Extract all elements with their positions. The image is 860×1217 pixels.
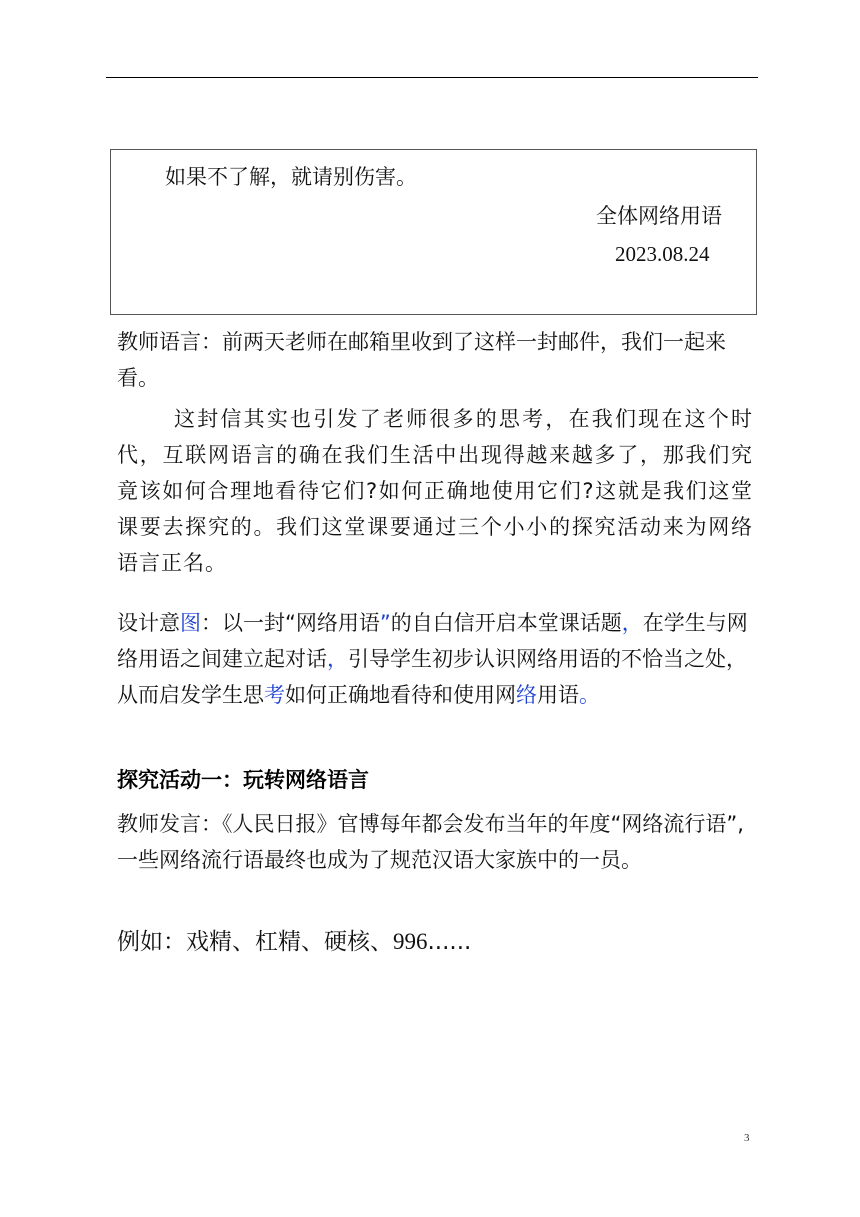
design-intent-text: 在学生与网络用语之间建立起对话 <box>117 611 748 671</box>
letter-signature: 全体网络用语 <box>596 204 722 228</box>
design-intent-text: 的自白信开启本堂课话题 <box>390 611 622 635</box>
teacher-speech-paragraph-2: 教师发言：《人民日报》官博每年都会发布当年的年度“网络流行语”,一些网络流行语最终也成为了规范汉语大家族中的一员。 <box>117 812 744 872</box>
section-title: 探究活动一：玩转网络语言 <box>117 768 369 792</box>
letter-box <box>110 149 757 315</box>
design-intent-text: 图 <box>180 611 201 635</box>
design-intent-text: 用语 <box>537 683 579 707</box>
design-intent-text: 如何正确地看待和使用网 <box>285 683 516 707</box>
page-number: 3 <box>744 1132 750 1144</box>
teacher-speech-paragraph: 教师语言：前两天老师在邮箱里收到了这样一封邮件，我们一起来看。 <box>117 330 726 390</box>
example-suffix: ...... <box>427 929 472 955</box>
design-intent-text: 络 <box>516 683 537 707</box>
design-intent-text: 设计意 <box>117 611 180 635</box>
example-number: 996 <box>393 929 428 954</box>
design-intent-text: ” <box>379 611 391 635</box>
design-intent-text: 。 <box>579 683 600 707</box>
example-prefix: 例如：戏精、杠精、硬核、 <box>117 929 393 955</box>
design-intent-text: 考 <box>264 683 285 707</box>
design-intent-text: ， <box>327 647 348 671</box>
design-intent-text: ：以一封“网络用语 <box>201 611 380 635</box>
letter-date: 2023.08.24 <box>615 242 710 266</box>
reflection-paragraph: 这封信其实也引发了老师很多的思考，在我们现在这个时代，互联网语言的确在我们生活中出现得越来越多了，那我们究竟该如何合理地看待它们?如何正确地使用它们?这就是我们这堂课要去探究的。我们这堂课要通过三个小小的探究活动来为网络语言正名。 <box>117 407 753 575</box>
example-line <box>117 925 471 959</box>
design-intent-text: 引导学生初步认识网络用语的不恰当之处，从而启发学生思 <box>117 647 747 707</box>
design-intent-text: ， <box>621 611 643 635</box>
header-rule <box>106 77 758 78</box>
design-intent-paragraph <box>117 605 753 713</box>
letter-line: 如果不了解，就请别伤害。 <box>165 165 417 189</box>
